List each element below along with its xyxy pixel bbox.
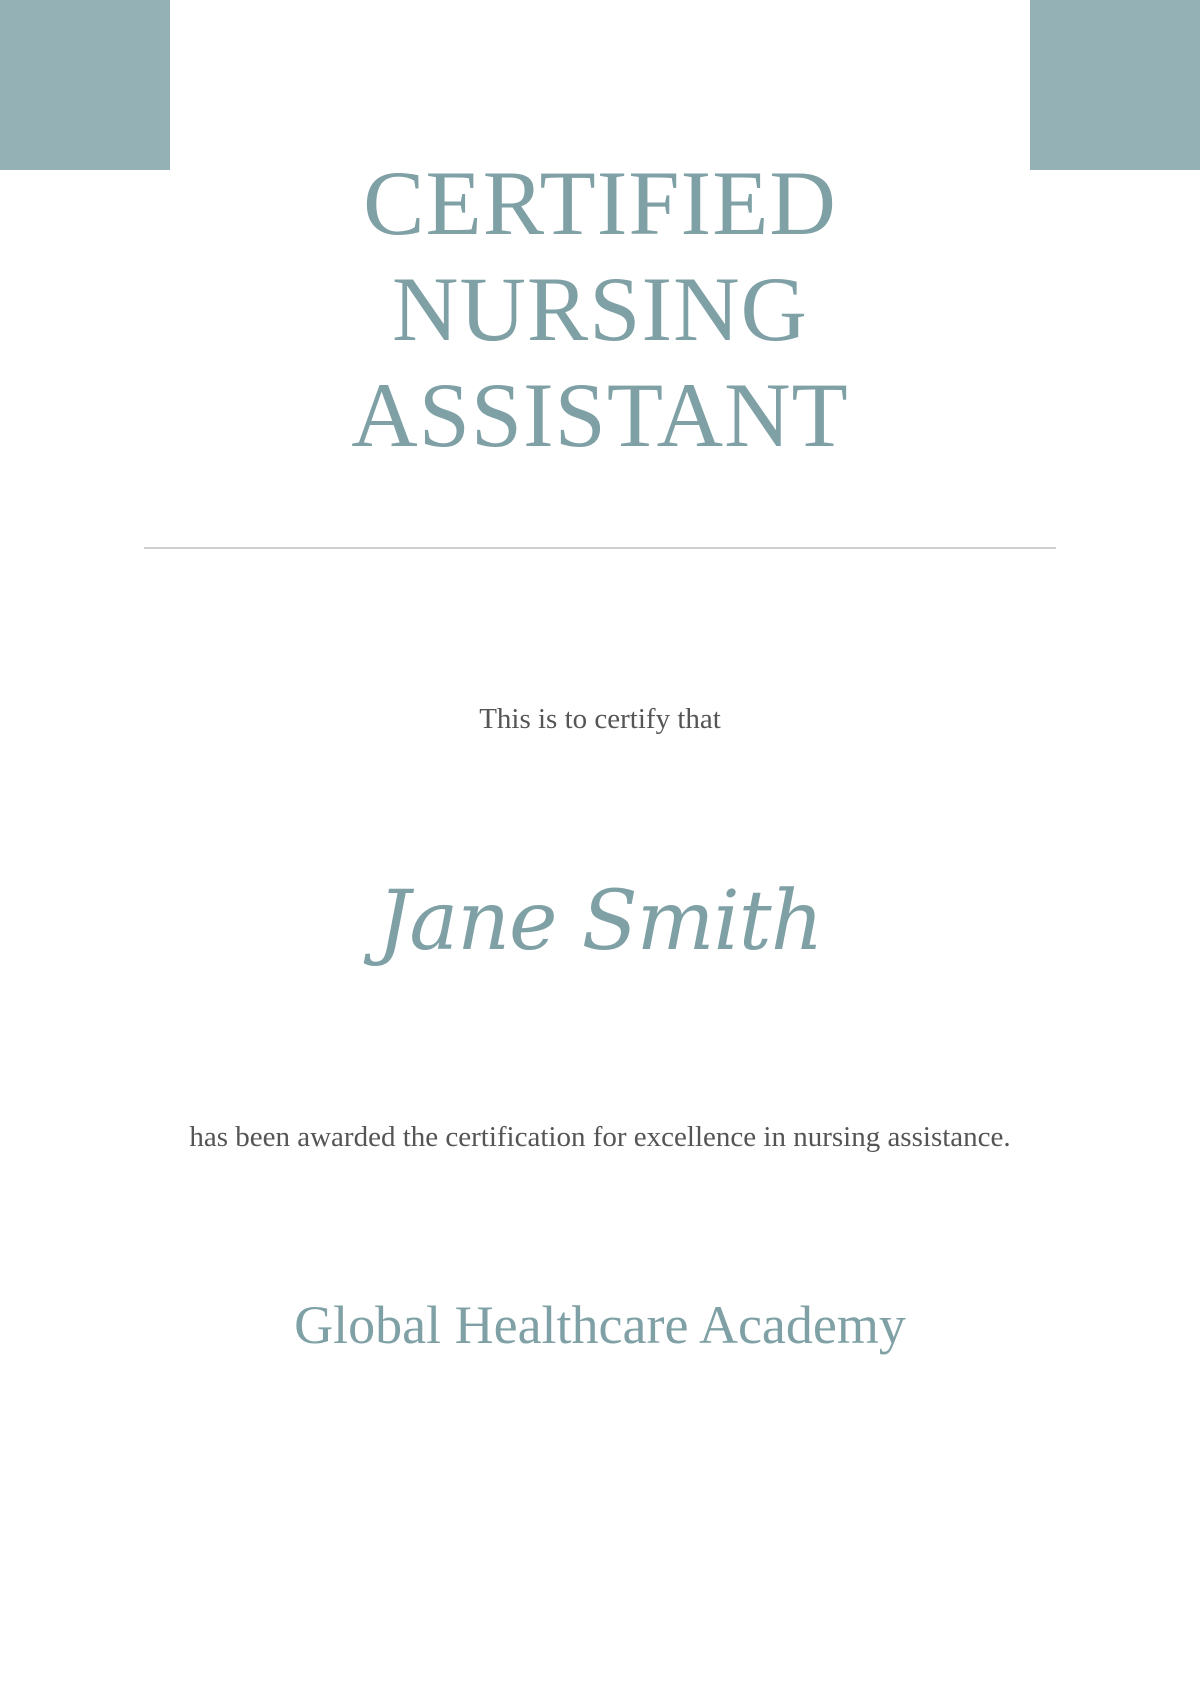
corner-block-left bbox=[0, 0, 170, 170]
title-line-3: ASSISTANT bbox=[351, 364, 849, 466]
title-line-1: CERTIFIED bbox=[363, 152, 837, 254]
recipient-name: Jane Smith bbox=[377, 874, 823, 969]
corner-block-right bbox=[1030, 0, 1200, 170]
title-line-2: NURSING bbox=[392, 258, 808, 360]
intro-text: This is to certify that bbox=[479, 703, 721, 735]
certificate-title bbox=[0, 150, 1200, 468]
award-statement: has been awarded the certification for excellence in nursing assistance. bbox=[189, 1121, 1011, 1153]
issuer-name: Global Healthcare Academy bbox=[294, 1295, 906, 1355]
title-divider bbox=[144, 547, 1056, 549]
